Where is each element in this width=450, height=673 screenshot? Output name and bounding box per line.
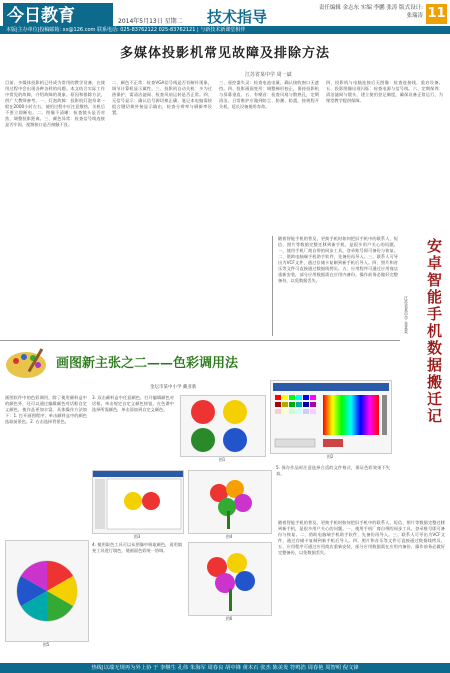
section-title: 技术指导 — [207, 8, 268, 26]
column-divider — [272, 236, 273, 336]
figure-5-caption: 图5 — [42, 642, 50, 647]
article3-body-top: 随着智能手机的普及，更换手机时如何把旧手机中的联系人、短信、照片等数据完整迁移到新手机，是很多用户关心的问题。一、使用手机厂商自带的同步工具，登录账号即可备份与恢复。二、借助电脑端手机助手软件，先备份再导入。三、联系人可导出为VCF文件，通过存储卡复制到新手机后导入。四、照片和音乐等文件可直接通过数据线拷贝。五、应用程序可通过应用商店重新安装，部分应用数据需在应用内备份。操作前务必做好完整备份，以免数据丢失。 — [278, 236, 398, 283]
paint-window-image — [93, 471, 183, 533]
color-wheel-image — [6, 541, 88, 641]
figure-4 — [188, 470, 272, 534]
flower-drawing-image — [189, 471, 271, 533]
figure-1 — [180, 395, 266, 457]
footer-bar: 热线|以端无规再为外上协 于 李继生 孔伟 朱海军 周春良 胡中锋 黄木石 张杰 陈美发 符鸣浩 周春艳 周智明 倪文锋 — [0, 663, 450, 673]
color-circles-image — [181, 396, 265, 456]
article2-col4: 5. 保存作品时注意选择合适的文件格式，保证色彩效果不失真。 — [276, 465, 390, 476]
article1-col1: 目前，多媒体投影机已经成为常用的教学设备，在使用过程中会出现各种各样的问题。本文结合实际工作中常见的故障，介绍故障的现象、原因和排除方法，供广大教师参考。一、灯泡故障：投影机灯泡寿命一般在2000小时左右，使用过程中应注意散热，关机后不要立即断电。二、图像不清晰：检查镜头是否对焦，调整投影距离。三、颜色异常：检查信号线连接是否牢固，视频接口是否接触不良。 — [5, 80, 105, 127]
figure-2-caption: 图2 — [326, 454, 334, 459]
article1-col3: 三、遥控器失灵：检查电池电量，确认接收窗口无遮挡。四、投影画面变形：调整梯形校正，保持投影机与屏幕垂直。五、有噪音：检查风扇与散热孔，定期清洁。日常维护应做到防尘、防潮、防震，按规程开关机，延长设备使用寿命。 — [219, 80, 319, 109]
article1-col4: 四、投影机与电脑连接后无图像：检查连接线，重启设备。五、投影图像出现闪烁：检查电源与信号线。六、定期保养：清洁滤网与镜头，建立使用登记制度，确保设备正常运行，为课堂教学提供保障。 — [326, 80, 443, 103]
article1-title: 多媒体投影机常见故障及排除方法 — [119, 46, 330, 61]
article3-title: 安卓智能手机数据搬迁记 — [425, 238, 443, 425]
figure-5 — [5, 540, 89, 642]
issue-date: 2014年5月13日 星期二 — [118, 18, 183, 25]
article2-col2: 3. 双击颜料盒中任意颜色，打开编辑颜色对话框，单击规定自定义颜色按钮，在色谱中选择所需颜色，单击添加到自定义颜色。 — [92, 395, 174, 412]
edit-colors-dialog-image — [271, 381, 391, 453]
article2-title: 画图新主张之二——色彩调用法 — [56, 356, 239, 371]
figure-1-caption: 图1 — [218, 457, 226, 462]
page-number: 11 — [426, 4, 447, 24]
figure-4-caption: 图4 — [225, 534, 233, 539]
article1-byline: 江苏省某中学 周一斌 — [245, 72, 292, 78]
editor-credits: 责任编辑 金志东 实编 李鹏 张涛 版式设计: 张瑞涛 — [318, 5, 423, 19]
article2-byline: 金坛市某中小学 戴亚新 — [150, 385, 197, 390]
figure-6 — [188, 542, 272, 616]
brand-logo: 今日教育 — [3, 3, 113, 29]
figure-6-caption: 图6 — [225, 616, 233, 621]
palette-decoration-icon — [4, 345, 52, 381]
figure-3 — [92, 470, 184, 534]
article2-col3: 4. 使用取色工具可以从图像中吸取颜色，再用填充工具进行填色，使画面色彩统一协调。 — [92, 542, 182, 553]
article3-body-bottom: 随着智能手机的普及，更换手机时如何把旧手机中的联系人、短信、照片等数据完整迁移到新手机，是很多用户关心的问题。一、使用手机厂商自带的同步工具，登录账号即可备份与恢复。二、借助电脑端手机助手软件，先备份再导入。三、联系人可导出为VCF文件，通过存储卡复制到新手机后导入。四、照片和音乐等文件可直接通过数据线拷贝。五、应用程序可通过应用商店重新安装，部分应用数据需在应用内备份。操作前务必做好完整备份，以免数据丢失。 — [278, 520, 445, 555]
contact-bar: 本版|主办单位|投稿邮箱: xx@126.com 联系电话: 025-83762122 025-83762121 | 与新技术新课堂相伴 — [0, 26, 450, 34]
finished-flower-image — [189, 543, 271, 615]
figure-3-caption: 图3 — [133, 534, 141, 539]
figure-2 — [270, 380, 392, 454]
article3-author: 江苏省某中学 张某某 — [404, 296, 409, 334]
article2-col1: 画图软件中的色彩调用，除了使用颜料盒中的颜色外，还可以通过编辑颜色对话框自定义颜色，使作品更加丰富。具体操作方法如下：1. 打开画图程序，单击颜料盒中的颜色选取前景色。2. 右击选择背景色。 — [5, 395, 87, 424]
article1-col2: 二、颜色不正常：检查VGA信号线是否有断针现象，调节计算机显示属性。三、投影机自动关机：多为过热保护，需清洁滤网、检查风扇运转是否正常。四、无信号显示：确认信号源切换正确，笔记本电脑需按组合键切换外接显示输出，检查分辨率与刷新率设置。 — [112, 80, 212, 115]
